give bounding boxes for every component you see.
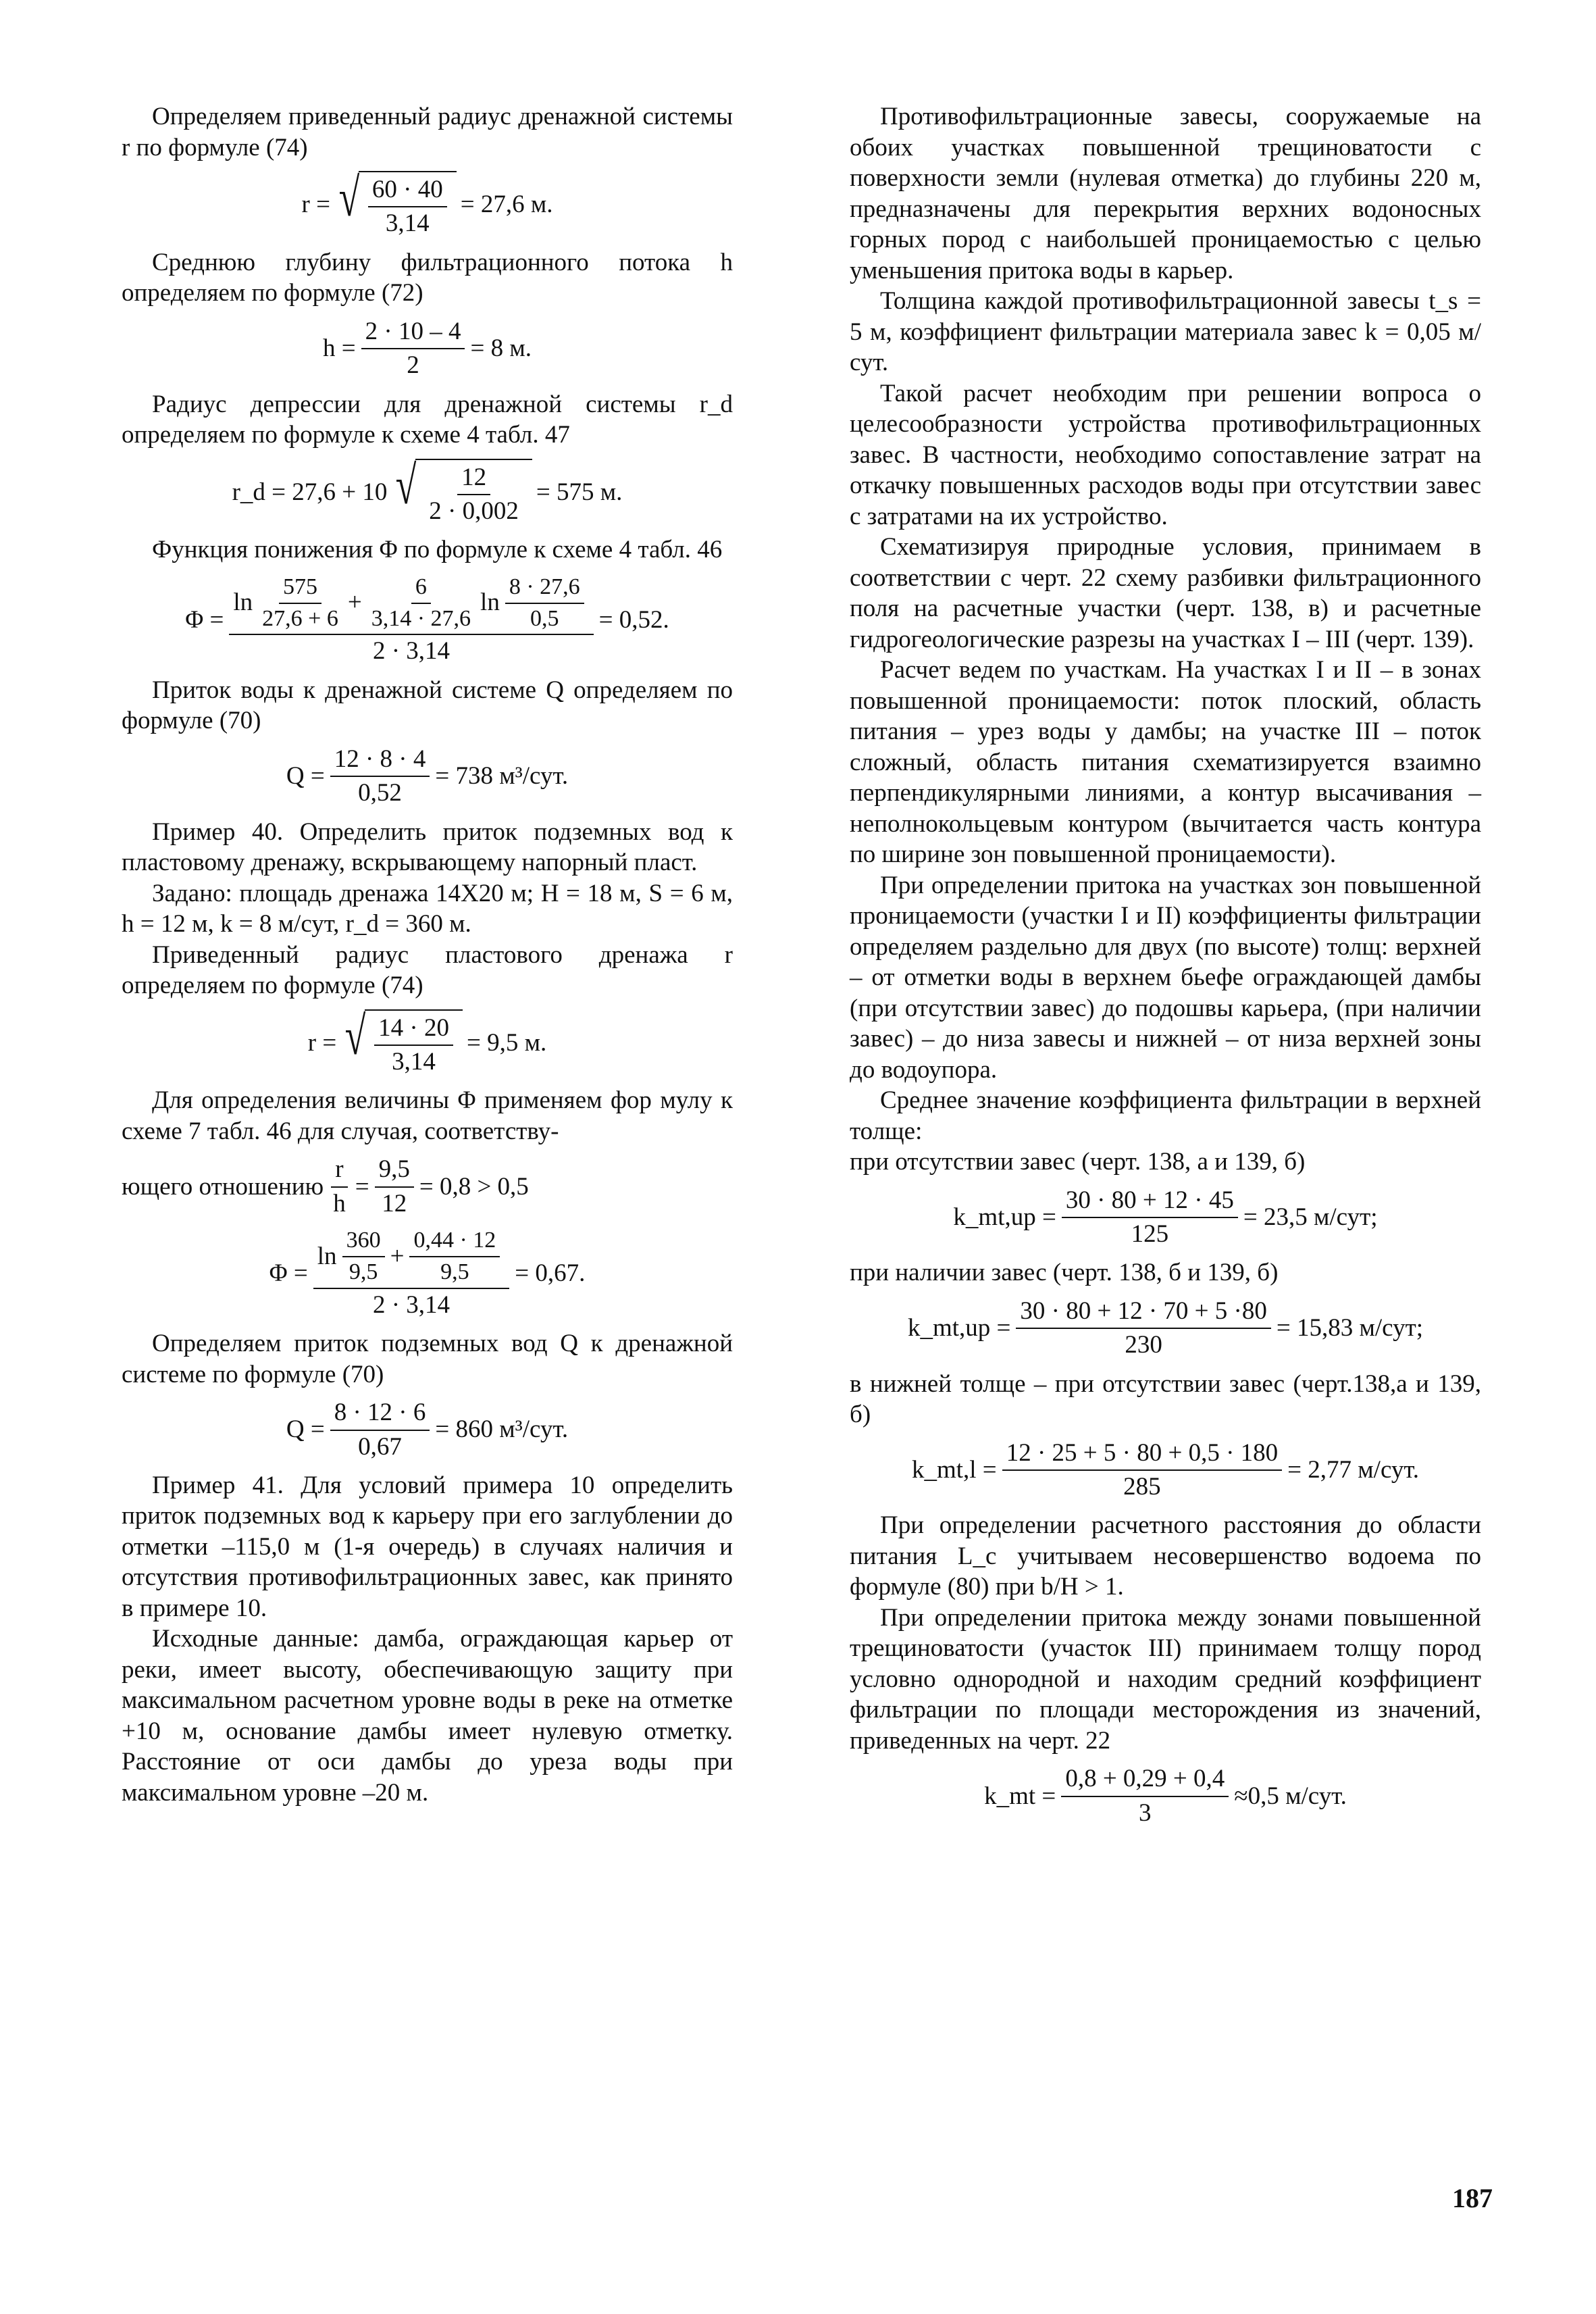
- paragraph: Среднее значение коэффициента фильтрации в верхней толще:: [850, 1086, 1481, 1145]
- paragraph: при отсутствии завес (черт. 138, а и 139, б): [850, 1148, 1306, 1176]
- paragraph: Толщина каждой противофильтрационной завесы t_s = 5 м, коэффициент фильтрации материала завес k = 0,05 м/сут.: [850, 287, 1481, 376]
- paragraph: Такой расчет необходим при решении вопроса о целесообразности устройства противофильтрационных завес. В частности, необходимо сопоставление затрат на откачку повышенных расходов воды при отсутствии завес с затратами на их устройство.: [850, 379, 1481, 530]
- formula-phi-2: Φ = ln 360 9,5 + $\frac{0,44 \cdot 12}{9,5}$ 2 · 3,14 = 0,67.: [269, 1228, 586, 1319]
- paragraph: Определяем приток подземных вод Q к дренажной системе по формуле (70): [122, 1330, 733, 1388]
- sqrt-icon: √: [338, 168, 360, 228]
- formula-q-2: Q = $\frac{8 \cdot 12 \cdot 6}{0,67}$ = 860 м³/сут.: [286, 1399, 569, 1461]
- example-40: Пример 40. Определить приток подземных вод к пластовому дренажу, вскрывающему напорный пласт.: [122, 818, 733, 877]
- formula-q-1: Q = $\frac{12 \cdot 8 \cdot 4}{0,52}$ = 738 м³/сут.: [286, 745, 569, 807]
- paragraph: при наличии завес (черт. 138, б и 139, б): [850, 1259, 1279, 1287]
- formula-kmt-up-2: k_mt,up = $\frac{30 \cdot 80 + 12 \cdot 70 + 5 \cdot 80}{230}$ = 15,83 м/сут;: [907, 1297, 1424, 1359]
- paragraph: Среднюю глубину фильтрационного потока h определяем по формуле (72): [122, 248, 733, 307]
- paragraph: При определении расчетного расстояния до области питания L_c учитываем несовершенство водоема по формуле (80) при b/H > 1.: [850, 1511, 1481, 1601]
- paragraph: Радиус депрессии для дренажной системы r_d определяем по формуле к схеме 4 табл. 47: [122, 390, 733, 449]
- paragraph: При определении притока между зонами повышенной трещиноватости (участок III) принимаем толщу пород условно однородной и находим средний коэффициент фильтрации по площади месторождения из значений, приведенных на черт. 22: [850, 1603, 1481, 1755]
- formula-ratio: ющего отношению $\frac{r}{h}$ = $\frac{9,5}{12}$ = 0,8 > 0,5: [122, 1155, 529, 1217]
- paragraph: Функция понижения Φ по формуле к схеме 4 табл. 46: [152, 536, 723, 564]
- formula-h: h = $\frac{2 \cdot 10 - 4}{2}$ = 8 м.: [323, 317, 532, 380]
- paragraph: Определяем приведенный радиус дренажной системы r по формуле (74): [122, 103, 733, 161]
- example-41: Пример 41. Для условий примера 10 определить приток подземных вод к карьеру при его заглублении до отметки –115,0 м (1-я очередь) в случаях наличия и отсутствия противофильтрационных завес, как принято в примере 10.: [122, 1471, 733, 1622]
- paragraph: Исходные данные: дамба, ограждающая карьер от реки, имеет высоту, обеспечивающую защиту при максимальном расчетном уровне воды в реке на отметке +10 м, основание дамбы имеет нулевую отметку. Расстояние от оси дамбы до уреза воды при максимальном уровне –20 м.: [122, 1625, 733, 1807]
- paragraph: Противофильтрационные завесы, сооружаемые на обоих участках повышенной трещиноватости с поверхности земли (нулевая отметка) до глубины 220 м, предназначены для перекрытия верхних водоносных горных пород с наибольшей проницаемостью с целью уменьшения притока воды в карьер.: [850, 103, 1481, 284]
- formula-kmt: k_mt = $\frac{0,8 + 0,29 + 0,4}{3}$ ≈0,5 м/сут.: [984, 1765, 1347, 1827]
- right-column: [850, 101, 1481, 1836]
- formula-rd: r_d = 27,6 + 10 √ 12 2 · 0,002 = 575 м.: [122, 459, 733, 527]
- formula-r: r = √ 60 · 40 3,14 = 27,6 м.: [122, 171, 733, 239]
- formula-kmt-l: k_mt,l = $\frac{12 \cdot 25 + 5 \cdot 80 + 0,5 \cdot 180}{285}$ = 2,77 м/сут.: [911, 1438, 1420, 1501]
- paragraph: При определении притока на участках зон повышенной проницаемости (участки I и II) коэффициенты фильтрации определяем раздельно для двух (по высоте) толщ: верхней – от отметки воды в верхнем бьефе ограждающей дамбы (при отсутствии завес) до подошвы карьера, (при наличии завес) – до низа завесы и нижней – от низа верхней зоны до водоупора.: [850, 871, 1481, 1084]
- sqrt-icon: √: [344, 1006, 366, 1066]
- paragraph: Приведенный радиус пластового дренажа r определяем по формуле (74): [122, 940, 733, 1000]
- sqrt-icon: √: [395, 455, 417, 515]
- paragraph: Расчет ведем по участкам. На участках I и II – в зонах повышенной проницаемости: поток плоский, область питания – урез воды у дамбы; на участке III – поток сложный, область питания схематизируется взаимно перпендикулярными линиями, а контур высачивания – неполнокольцевым контуром (вычитается часть контура по ширине зон повышенной проницаемости).: [850, 656, 1481, 868]
- paragraph: Для определения величины Φ применяем фор мулу к схеме 7 табл. 46 для случая, соответству-: [122, 1086, 733, 1145]
- paragraph: Приток воды к дренажной системе Q определяем по формуле (70): [122, 676, 733, 735]
- paragraph: Задано: площадь дренажа 14X20 м; H = 18 м, S = 6 м, h = 12 м, k = 8 м/сут, r_d = 360 м.: [122, 879, 733, 938]
- formula-phi-1: Φ = ln 575 27,6 + 6 + $\frac{6}{3,14 \cdot 27,6}$ ln 8 · 27,6 0,5 2 · 3,14 = 0,52.: [185, 574, 669, 665]
- formula-r-2: r = √ 14 · 20 3,14 = 9,5 м.: [122, 1009, 733, 1078]
- left-column: [122, 101, 733, 1808]
- paragraph: Схематизируя природные условия, принимаем в соответствии с черт. 22 схему разбивки фильтрационного поля на расчетные участки (черт. 138, в) и расчетные гидрогеологические разрезы на участках I – III (черт. 139).: [850, 533, 1481, 653]
- paragraph: в нижней толще – при отсутствии завес (черт.138,а и 139, б): [850, 1369, 1481, 1429]
- formula-kmt-up-1: k_mt,up = $\frac{30 \cdot 80 + 12 \cdot 45}{125}$ = 23,5 м/сут;: [953, 1186, 1378, 1248]
- page-number: 187: [1452, 2183, 1493, 2213]
